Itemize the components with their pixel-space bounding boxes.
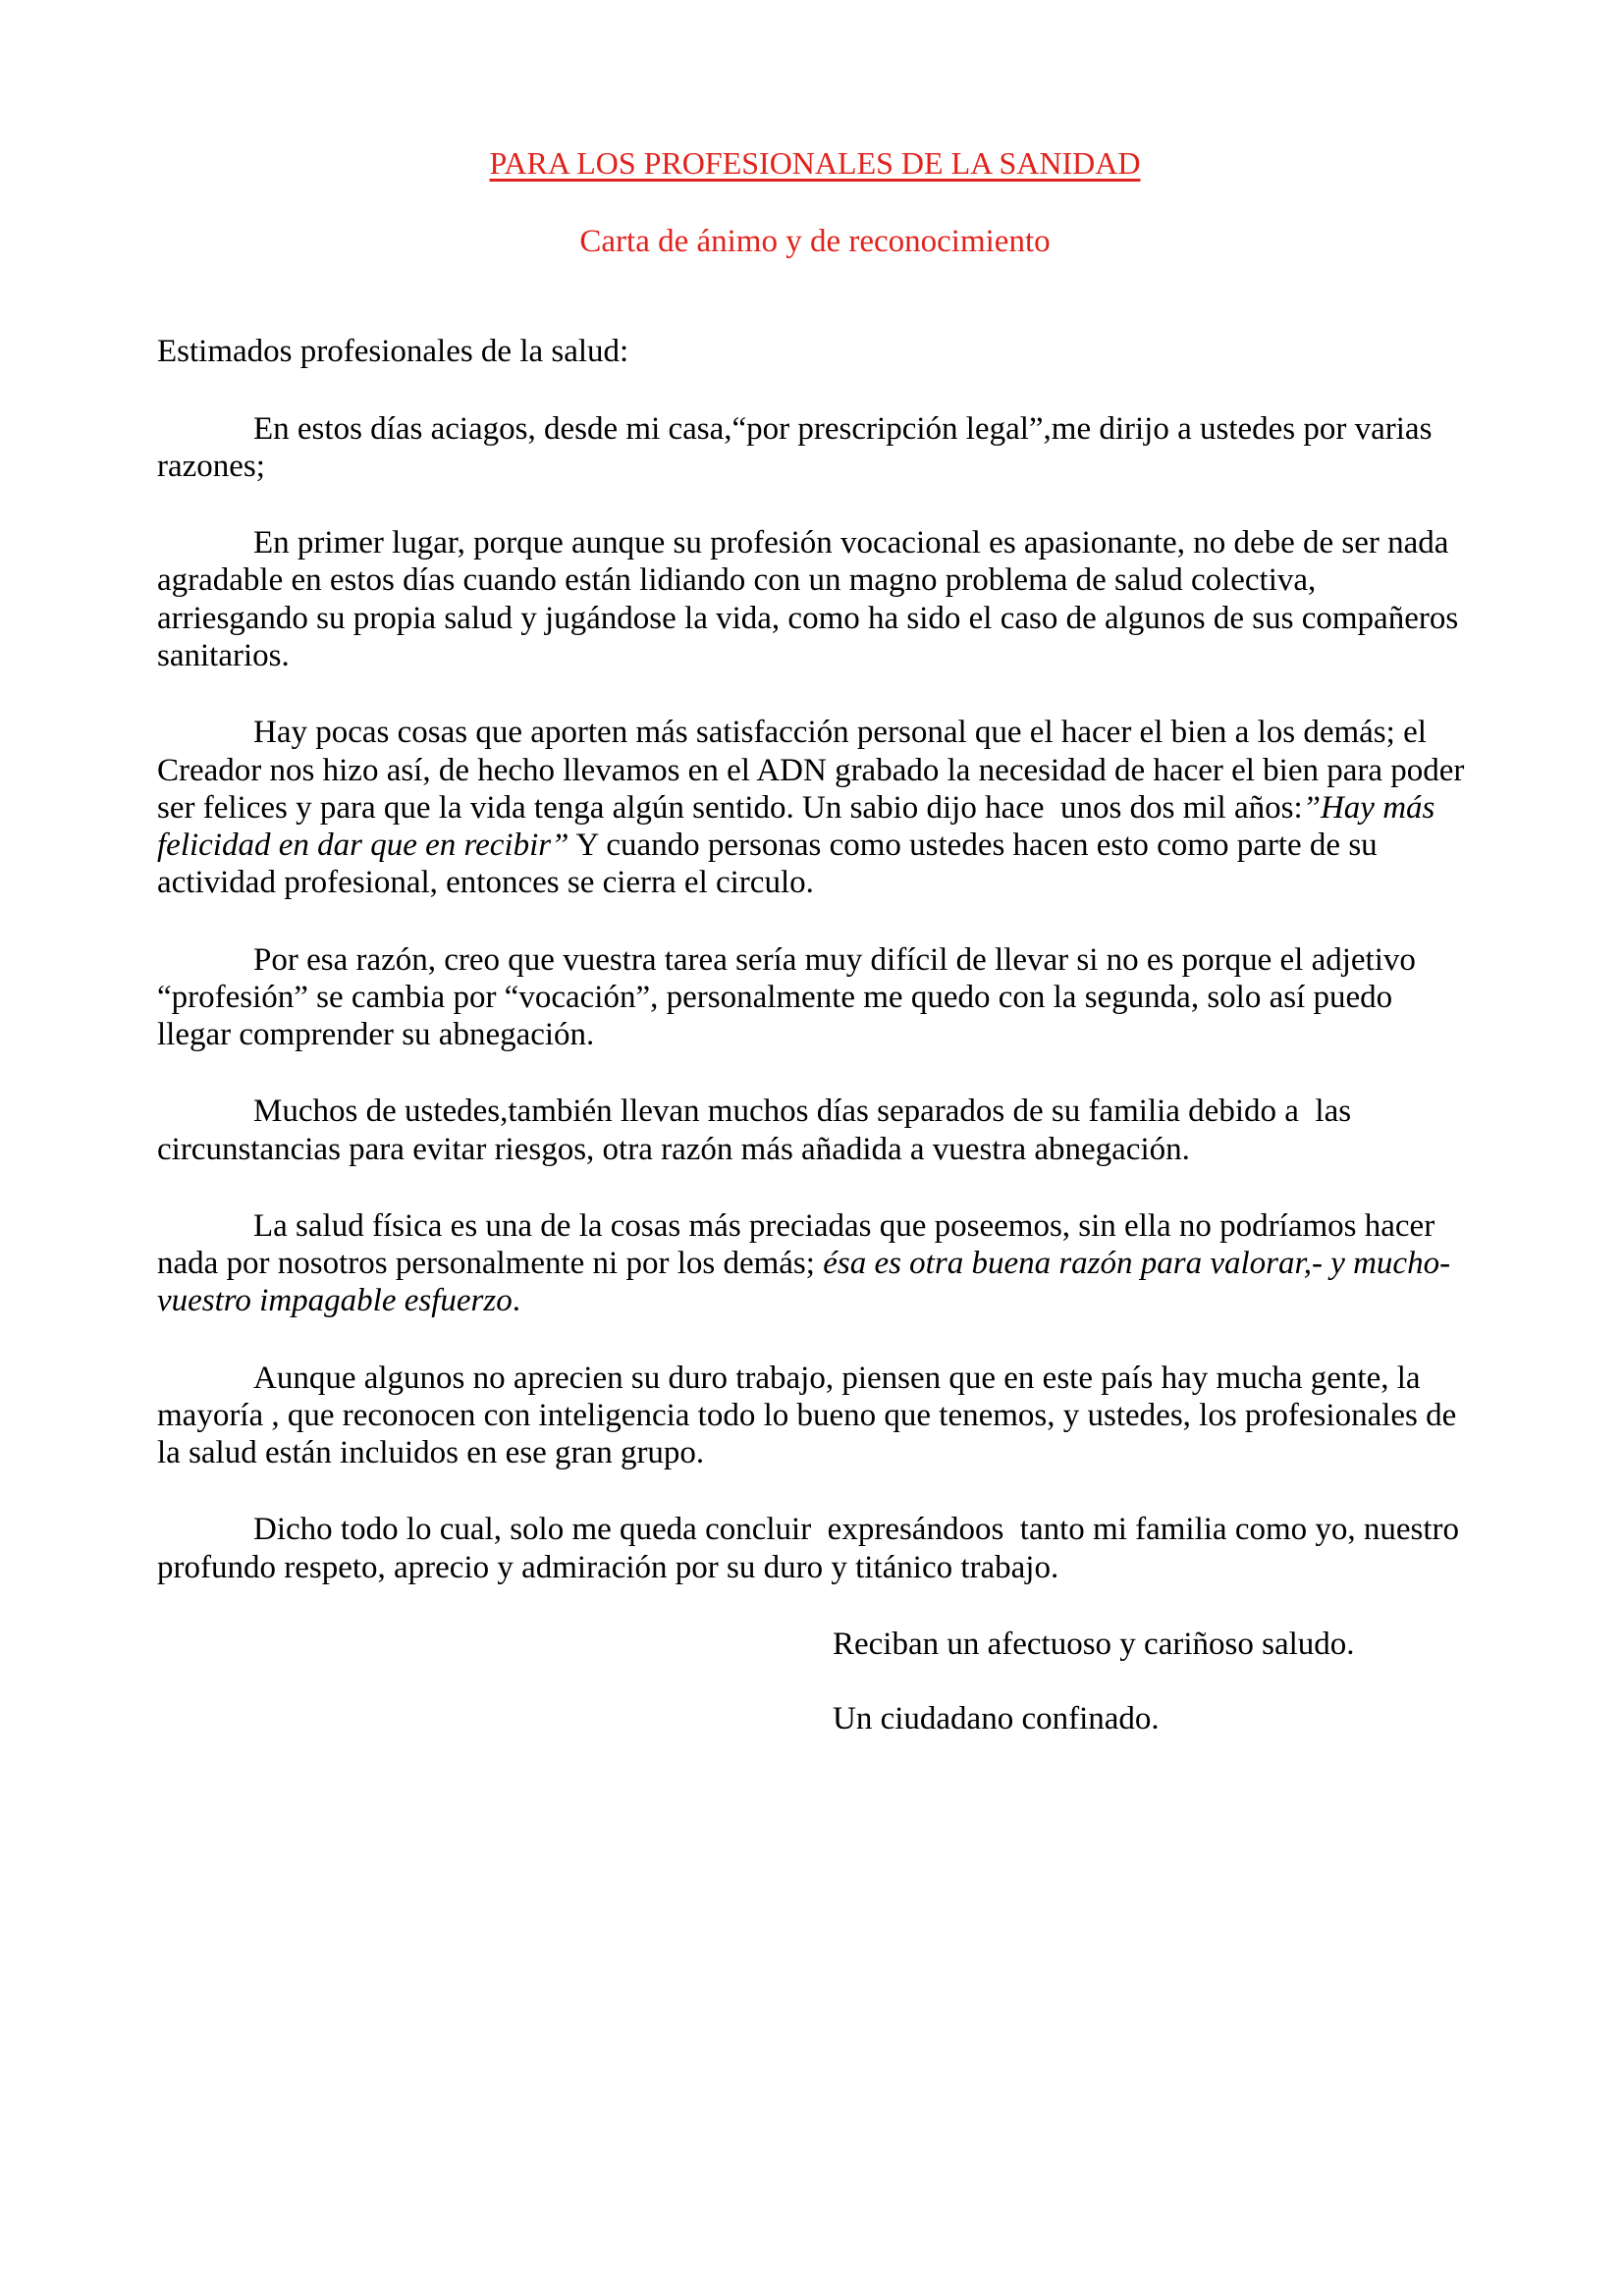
paragraph-8: Dicho todo lo cual, solo me queda concluir expresándoos tanto mi familia como yo, nuestro profundo respeto, aprecio y admiración por su duro y titánico trabajo.: [157, 1512, 1468, 1585]
letter-title: PARA LOS PROFESIONALES DE LA SANIDAD: [489, 145, 1141, 181]
paragraph-6: La salud física es una de la cosas más preciadas que poseemos, sin ella no podríamos hacer nada por nosotros personalmente ni por los demás; ésa es otra buena razón para valorar,- y mucho- vuestro impagable esfuerzo.: [157, 1207, 1459, 1319]
letter-subtitle: Carta de ánimo y de reconocimiento: [579, 224, 1051, 260]
salutation: Estimados profesionales de la salud:: [157, 334, 629, 370]
paragraph-2: En primer lugar, porque aunque su profesión vocacional es apasionante, no debe de ser nada agradable en estos días cuando están lidiando con un magno problema de salud colectiva, arriesgando su propia salud y jugándose la vida, como ha sido el caso de algunos de sus compañeros sanitarios.: [157, 525, 1467, 673]
paragraph-1: En estos días aciagos, desde mi casa,“por prescripción legal”,me dirijo a ustedes por varias razones;: [157, 410, 1440, 484]
paragraph-7: Aunque algunos no aprecien su duro trabajo, piensen que en este país hay mucha gente, la mayoría , que reconocen con inteligencia todo lo bueno que tenemos, y ustedes, los profesionales de la salud están incluidos en ese gran grupo.: [157, 1360, 1465, 1471]
closing-salute: Reciban un afectuoso y cariñoso saludo.: [833, 1627, 1355, 1663]
paragraph-3: Hay pocas cosas que aporten más satisfacción personal que el hacer el bien a los demás; el Creador nos hizo así, de hecho llevamos en el ADN grabado la necesidad de hacer el bien para poder ser felices y para que la vida tenga algún sentido. Un sabio dijo hace unos dos mil años:”Hay más felicidad en dar que en recibir” Y cuando personas como ustedes hacen esto como parte de su actividad profesional, entonces se cierra el circulo.: [157, 715, 1473, 901]
paragraph-4: Por esa razón, creo que vuestra tarea sería muy difícil de llevar si no es porque el adjetivo “profesión” se cambia por “vocación”, personalmente me quedo con la segunda, solo así puedo llegar comprender su abnegación.: [157, 941, 1425, 1053]
paragraph-5: Muchos de ustedes,también llevan muchos días separados de su familia debido a las circunstancias para evitar riesgos, otra razón más añadida a vuestra abnegación.: [157, 1094, 1360, 1167]
signature: Un ciudadano confinado.: [833, 1701, 1160, 1737]
